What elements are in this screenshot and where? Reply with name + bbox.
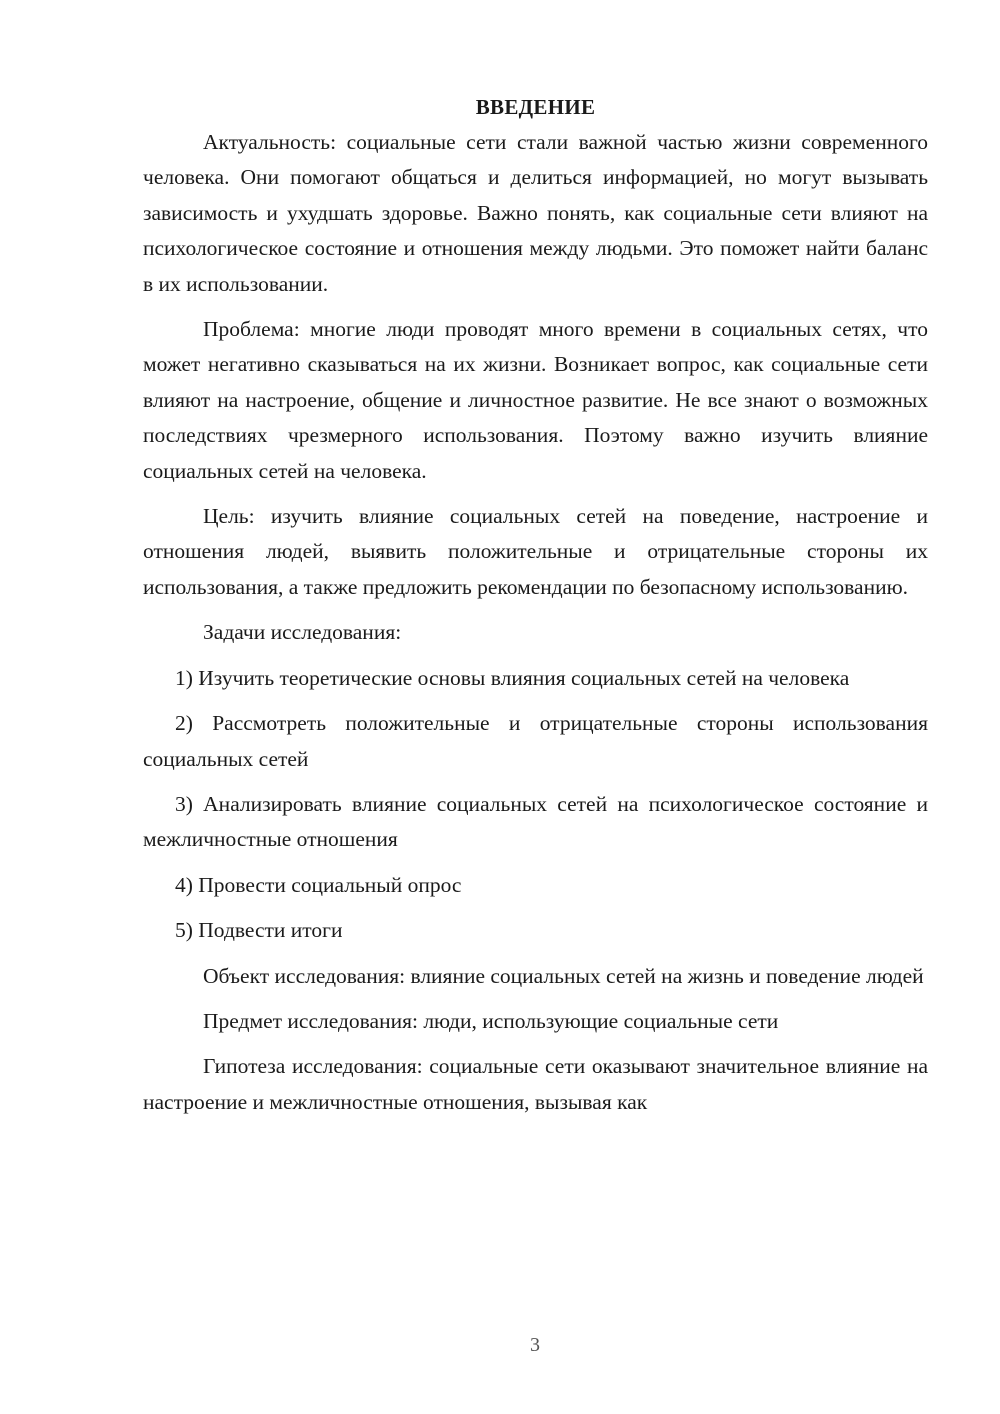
- task-item-5: 5) Подвести итоги: [175, 918, 343, 943]
- page-number: 3: [530, 1334, 540, 1356]
- paragraph-hypothesis: Гипотеза исследования: социальные сети оказывают значительное влияние на настроение и межличностные отношения, вызывая как: [143, 1054, 928, 1114]
- paragraph-object: Объект исследования: влияние социальных сетей на жизнь и поведение людей: [203, 963, 924, 988]
- paragraph-subject: Предмет исследования: люди, использующие социальные сети: [203, 1008, 779, 1033]
- paragraph-tasks-heading: Задачи исследования:: [203, 620, 402, 645]
- paragraph-problem: Проблема: многие люди проводят много времени в социальных сетях, что может негативно сказываться на их жизни. Возникает вопрос, как социальные сети влияют на настроение, общение и личностное развитие. Не все знают о возможных последствиях чрезмерного использования. Поэтому важно изучить влияние социальных сетей на человека.: [143, 317, 928, 483]
- document-page: [143, 90, 928, 1130]
- task-item-3: 3) Анализировать влияние социальных сетей на психологическое состояние и межличностные отношения: [143, 791, 928, 852]
- paragraph-goal: Цель: изучить влияние социальных сетей на поведение, настроение и отношения людей, выявить положительные и отрицательные стороны их использования, а также предложить рекомендации по безопасному использованию.: [143, 504, 928, 599]
- task-item-2: 2) Рассмотреть положительные и отрицательные стороны использования социальных сетей: [143, 711, 928, 771]
- section-title: ВВЕДЕНИЕ: [475, 95, 596, 119]
- task-item-4: 4) Провести социальный опрос: [175, 872, 462, 897]
- paragraph-relevance: Актуальность: социальные сети стали важной частью жизни современного человека. Они помогают общаться и делиться информацией, но могут вызывать зависимость и ухудшать здоровье. Важно понять, как социальные сети влияют на психологическое состояние и отношения между людьми. Это поможет найти баланс в их использовании.: [143, 130, 928, 296]
- task-item-1: 1) Изучить теоретические основы влияния социальных сетей на человека: [175, 665, 850, 690]
